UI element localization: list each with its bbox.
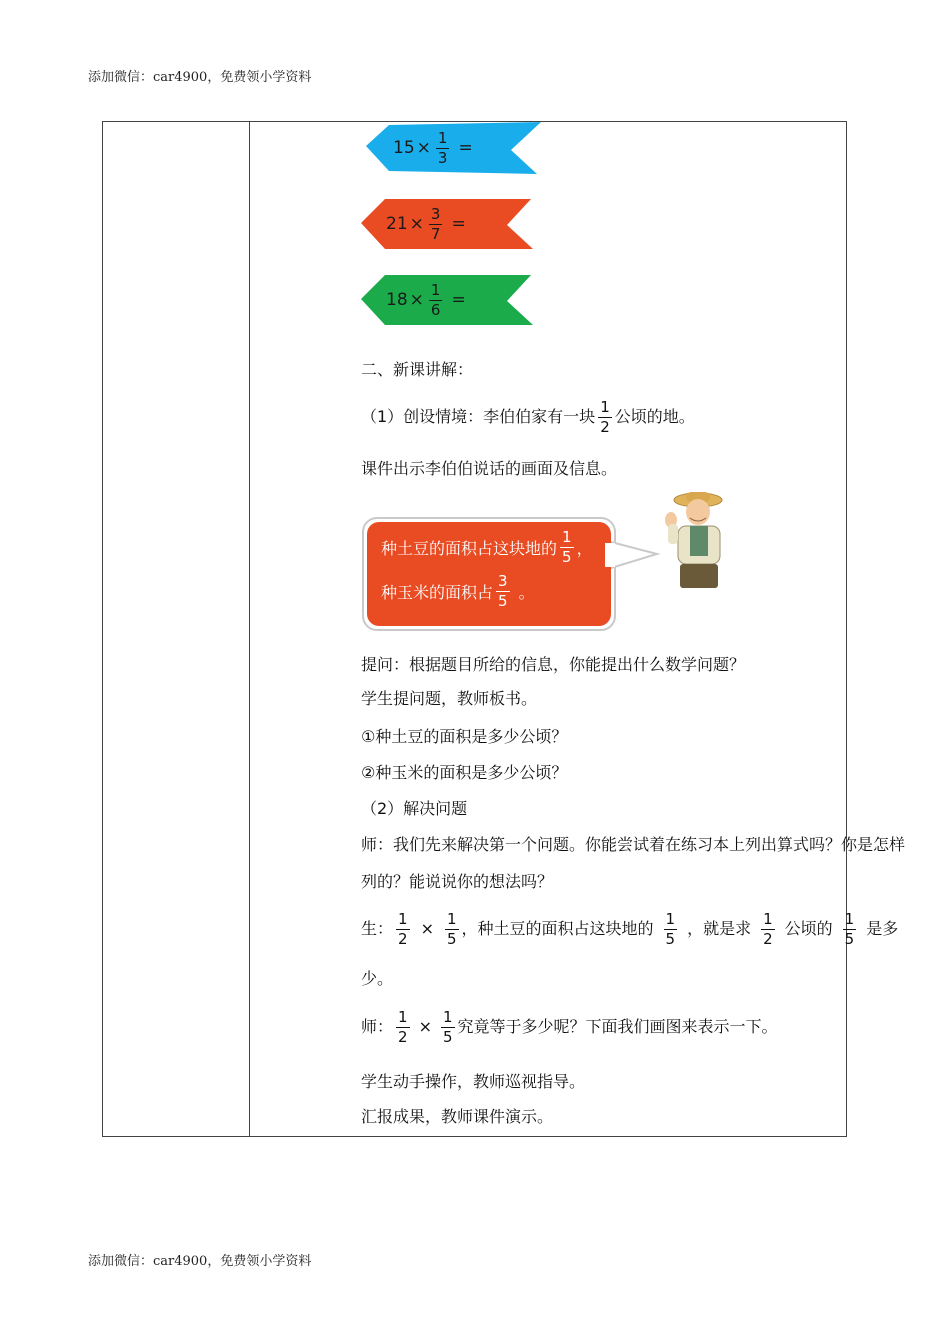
flag-card-green [361,273,541,327]
flag-expression [386,197,466,251]
flag-equals: = [458,138,473,158]
flag-whole: 18 [386,290,408,310]
student-answer-cont: 少。 [361,969,394,988]
watermark-top: 添加微信：car4900，免费领小学资料 [88,70,312,85]
flag-expression [386,273,466,327]
flag-operator: × [409,290,424,310]
question-line: 提问：根据题目所给的信息，你能提出什么数学问题？ [361,655,746,674]
lesson-table [102,121,906,1137]
teacher-line-1b: 列的？能说说你的想法吗？ [361,872,554,891]
fraction: $\frac{1}{5}$ [665,909,676,948]
student-answer-line: 生： $\frac{1}{2}$ × $\frac{1}{5}$ ，种土豆的面积占这块地的 $\frac{1}{5}$ ，就是求 $\frac{1}{2}$ 公顷的 $\frac{1}{5}$ 是多 [361,909,899,948]
fraction: $\frac{1}{5}$ [446,909,457,948]
flag-whole: 21 [386,214,408,234]
courseware-line: 课件出示李伯伯说话的画面及信息。 [361,459,618,478]
flag-operator: × [416,138,431,158]
question-2: ②种玉米的面积是多少公顷？ [361,763,568,782]
fraction: $\frac{1}{2}$ [763,909,773,948]
farmer-illustration [664,490,736,596]
fraction: $\frac{1}{2}$ [600,397,610,436]
report-line: 汇报成果，教师课件演示。 [361,1107,554,1126]
fraction: $\frac{1}{5}$ [562,528,572,566]
flag-equals: = [451,214,466,234]
question-1: ①种土豆的面积是多少公顷？ [361,727,568,746]
fraction: $\frac{1}{5}$ [844,909,855,948]
section-title: 二、新课讲解： [361,360,474,379]
flag-operator: × [409,214,424,234]
flag-fraction: $\frac{1}{6}$ [430,280,441,319]
hands-on-line: 学生动手操作，教师巡视指导。 [361,1072,586,1091]
flag-fraction: $\frac{1}{3}$ [437,128,448,167]
fraction: $\frac{1}{2}$ [398,1007,408,1046]
situation-line: （1）创设情境：李伯伯家有一块 $\frac{1}{2}$ 公顷的地。 [361,397,695,436]
flag-fraction: $\frac{3}{7}$ [430,204,441,243]
fraction: $\frac{3}{5}$ [498,572,508,610]
watermark-bottom: 添加微信：car4900，免费领小学资料 [88,1254,312,1269]
student-ask-line: 学生提问题，教师板书。 [361,689,538,708]
teacher-line-1a: 师：我们先来解决第一个问题。你能尝试着在练习本上列出算式吗？你是怎样 [361,835,906,854]
flag-card-blue [361,122,546,174]
solve-title: （2）解决问题 [361,799,468,818]
flag-whole: 15 [393,138,415,158]
bubble-line-2: 种玉米的面积占 $\frac{3}{5}$ 。 [381,572,535,610]
flag-card-red [361,197,541,251]
fraction: $\frac{1}{2}$ [398,909,408,948]
fraction: $\frac{1}{5}$ [442,1007,453,1046]
flag-equals: = [451,290,466,310]
flag-expression [393,122,473,174]
column-divider [249,122,250,1136]
teacher-line-2: 师： $\frac{1}{2}$ × $\frac{1}{5}$ 究竟等于多少呢？下面我们画图来表示一下。 [361,1007,778,1046]
bubble-line-1: 种土豆的面积占这块地的 $\frac{1}{5}$ ， [381,528,593,566]
speech-bubble [361,516,661,634]
